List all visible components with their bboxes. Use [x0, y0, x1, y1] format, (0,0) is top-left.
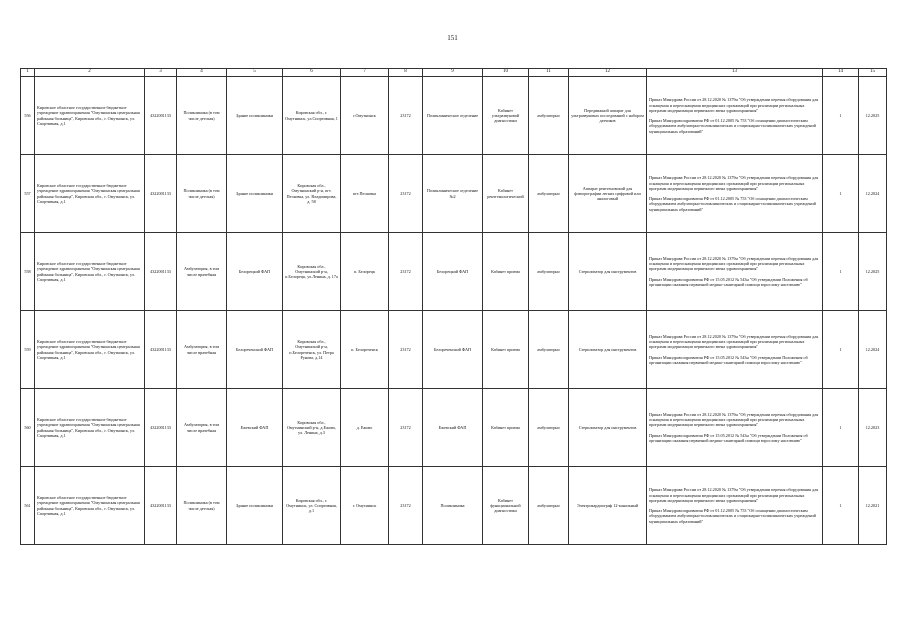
- cabinet-cell: Кабинет приема: [483, 389, 529, 467]
- building-cell: Белорецкий ФАП: [227, 233, 283, 311]
- date-cell: 12.2023: [859, 389, 887, 467]
- order-reference: Приказ Минздравсоцразвития РФ от 01.12.2005 № 753 "Об оснащении диагностическим оборудованием амбулаторно-поликлинических и стационарно-поликлинических учреждений муниципальных образований": [649, 196, 816, 212]
- order-reference: Приказ Минздравсоцразвития РФ от 01.12.2005 № 753 "Об оснащении диагностическим оборудованием амбулаторно-поликлинических и стационарно-поликлинических учреждений муниципальных образований": [649, 508, 816, 524]
- quantity-cell: 1: [823, 467, 859, 545]
- organization-cell: Кировское областное государственное бюджетное учреждение здравоохранения "Омутнинская центральная районная больница", Кировская обл., г. Омутнинск, ул. Спортивная, д.1: [35, 77, 145, 155]
- row-number: 561: [21, 467, 35, 545]
- orders-cell: [647, 233, 823, 311]
- code-cell: 23172: [389, 77, 423, 155]
- column-header: 12: [569, 69, 647, 77]
- inn-cell: 4322001133: [145, 389, 177, 467]
- code-cell: 23172: [389, 311, 423, 389]
- date-cell: 12.2025: [859, 77, 887, 155]
- unit-type-cell: Поликлиника (в том числе детская): [177, 155, 227, 233]
- cabinet-cell: Кабинет ультразвуковой диагностики: [483, 77, 529, 155]
- inn-cell: 4322001133: [145, 467, 177, 545]
- cabinet-cell: Кабинет функциональной диагностики: [483, 467, 529, 545]
- equipment-cell: Передвижной аппарат для ультразвуковых исследований с набором датчиков: [569, 77, 647, 155]
- equipment-cell: Аппарат рентгеновский для флюорографии легких цифровой или аналоговый: [569, 155, 647, 233]
- column-header: 14: [823, 69, 859, 77]
- care-type-cell: амбулаторно: [529, 389, 569, 467]
- building-cell: Здание поликлиники: [227, 77, 283, 155]
- address-cell: Кировская обл., Омутнинский р-н, п.Белореченск, ул. Петра Рунова, д.14: [283, 311, 341, 389]
- unit-type-cell: Амбулатория, в том числе врачебная: [177, 233, 227, 311]
- date-cell: 12.2024: [859, 155, 887, 233]
- settlement-cell: п. Белорецк: [341, 233, 389, 311]
- column-header: 4: [177, 69, 227, 77]
- column-header: 10: [483, 69, 529, 77]
- building-cell: Здание поликлиники: [227, 467, 283, 545]
- order-reference: Приказ Минздрава России от 28.12.2020 № 1379н "Об утверждении перечня оборудования для оснащения и переоснащения медицинских организаций при реализации региональных программ модернизации первичного звена здравоохранения": [649, 487, 819, 503]
- table-row: [21, 311, 887, 389]
- table-row: [21, 233, 887, 311]
- row-number: 559: [21, 311, 35, 389]
- address-cell: Кировская обл., г. Омутнинск, ул.Спортивная, 1: [283, 77, 341, 155]
- organization-cell: Кировское областное государственное бюджетное учреждение здравоохранения "Омутнинская центральная районная больница", Кировская обл., г. Омутнинск, ул. Спортивная, д.1: [35, 155, 145, 233]
- care-type-cell: амбулаторно: [529, 467, 569, 545]
- cabinet-cell: Кабинет рентгенологический: [483, 155, 529, 233]
- settlement-cell: д. Ежово: [341, 389, 389, 467]
- inn-cell: 4322001133: [145, 77, 177, 155]
- order-reference: Приказ Минздравсоцразвития РФ от 15.05.2012 № 543н "Об утверждении Положения об организации оказания первичной медико-санитарной помощи взрослому населению": [649, 276, 808, 287]
- department-cell: Поликлиническое отделение: [423, 77, 483, 155]
- code-cell: 23172: [389, 389, 423, 467]
- column-header: 11: [529, 69, 569, 77]
- column-header: 7: [341, 69, 389, 77]
- building-cell: Ежевский ФАП: [227, 389, 283, 467]
- equipment-cell: Стерилизатор для инструментов: [569, 233, 647, 311]
- department-cell: Белореченский ФАП: [423, 311, 483, 389]
- inn-cell: 4322001133: [145, 155, 177, 233]
- table-row: [21, 389, 887, 467]
- table-row: [21, 155, 887, 233]
- quantity-cell: 1: [823, 389, 859, 467]
- order-reference: Приказ Минздравсоцразвития РФ от 15.05.2012 № 543н "Об утверждении Положения об организации оказания первичной медико-санитарной помощи взрослому населению": [649, 354, 808, 365]
- column-header: 1: [21, 69, 35, 77]
- order-reference: Приказ Минздрава России от 28.12.2020 № 1379н "Об утверждении перечня оборудования для оснащения и переоснащения медицинских организаций при реализации региональных программ модернизации первичного звена здравоохранения": [649, 175, 819, 191]
- order-reference: Приказ Минздрава России от 28.12.2020 № 1379н "Об утверждении перечня оборудования для оснащения и переоснащения медицинских организаций при реализации региональных программ модернизации первичного звена здравоохранения": [649, 333, 819, 350]
- care-type-cell: амбулаторно: [529, 311, 569, 389]
- unit-type-cell: Амбулатория, в том числе врачебная: [177, 311, 227, 389]
- column-header: 8: [389, 69, 423, 77]
- care-type-cell: амбулаторно: [529, 77, 569, 155]
- cabinet-cell: Кабинет приема: [483, 311, 529, 389]
- quantity-cell: 1: [823, 155, 859, 233]
- equipment-cell: Стерилизатор для инструментов: [569, 389, 647, 467]
- organization-cell: Кировское областное государственное бюджетное учреждение здравоохранения "Омутнинская центральная районная больница", Кировская обл., г. Омутнинск, ул. Спортивная, д.1: [35, 467, 145, 545]
- department-cell: Поликлиника: [423, 467, 483, 545]
- column-header: 3: [145, 69, 177, 77]
- equipment-cell: Стерилизатор для инструментов: [569, 311, 647, 389]
- address-cell: Кировская обл., Омутнинский р-н, пгт. Песковка, ул. Владимирова, д. 58: [283, 155, 341, 233]
- page-number: 151: [447, 34, 458, 42]
- date-cell: 12.2024: [859, 311, 887, 389]
- unit-type-cell: Поликлиника (в том числе детская): [177, 467, 227, 545]
- unit-type-cell: Амбулатория, в том числе врачебная: [177, 389, 227, 467]
- unit-type-cell: Поликлиника (в том числе детская): [177, 77, 227, 155]
- row-number: 560: [21, 389, 35, 467]
- date-cell: 12.2025: [859, 233, 887, 311]
- orders-cell: [647, 311, 823, 389]
- row-number: 558: [21, 233, 35, 311]
- organization-cell: Кировское областное государственное бюджетное учреждение здравоохранения "Омутнинская центральная районная больница", Кировская обл., г. Омутнинск, ул. Спортивная, д.1: [35, 311, 145, 389]
- column-header: 6: [283, 69, 341, 77]
- quantity-cell: 1: [823, 233, 859, 311]
- inn-cell: 4322001133: [145, 311, 177, 389]
- order-reference: Приказ Минздрава России от 28.12.2020 № 1379н "Об утверждении перечня оборудования для оснащения и переоснащения медицинских организаций при реализации региональных программ модернизации первичного звена здравоохранения": [649, 255, 819, 272]
- order-reference: Приказ Минздравсоцразвития РФ от 01.12.2005 № 753 "Об оснащении диагностическим оборудованием амбулаторно-поликлинических и стационарно-поликлинических учреждений муниципальных образований": [649, 118, 816, 134]
- department-cell: Белорецкий ФАП: [423, 233, 483, 311]
- row-number: 556: [21, 77, 35, 155]
- header-row: [21, 69, 887, 77]
- code-cell: 23172: [389, 233, 423, 311]
- building-cell: Белореченский ФАП: [227, 311, 283, 389]
- organization-cell: Кировское областное государственное бюджетное учреждение здравоохранения "Омутнинская центральная районная больница", Кировская обл., г. Омутнинск, ул. Спортивная, д.1: [35, 389, 145, 467]
- column-header: 15: [859, 69, 887, 77]
- orders-cell: [647, 155, 823, 233]
- equipment-register-table: [20, 68, 887, 545]
- settlement-cell: п. Белореченск: [341, 311, 389, 389]
- settlement-cell: г. Омутнинск: [341, 467, 389, 545]
- code-cell: 23172: [389, 155, 423, 233]
- quantity-cell: 1: [823, 311, 859, 389]
- order-reference: Приказ Минздрава России от 28.12.2020 № 1379н "Об утверждении перечня оборудования для оснащения и переоснащения медицинских организаций при реализации региональных программ модернизации первичного звена здравоохранения": [649, 411, 819, 428]
- orders-cell: [647, 77, 823, 155]
- inn-cell: 4322001133: [145, 233, 177, 311]
- orders-cell: [647, 467, 823, 545]
- column-header: 9: [423, 69, 483, 77]
- date-cell: 12.2021: [859, 467, 887, 545]
- column-header: 13: [647, 69, 823, 77]
- equipment-cell: Электрокардиограф 12-канальный: [569, 467, 647, 545]
- address-cell: Кировская обл., Омутнинский р-н, п.Белорецк, ул.Ленина, д. 17а: [283, 233, 341, 311]
- care-type-cell: амбулаторно: [529, 233, 569, 311]
- department-cell: Ежевский ФАП: [423, 389, 483, 467]
- address-cell: Кировская обл., Омутнинский р-н, д.Ежово, ул. Ленина, д.3: [283, 389, 341, 467]
- row-number: 557: [21, 155, 35, 233]
- settlement-cell: г.Омутнинск: [341, 77, 389, 155]
- building-cell: Здание поликлиники: [227, 155, 283, 233]
- column-header: 5: [227, 69, 283, 77]
- quantity-cell: 1: [823, 77, 859, 155]
- table-row: [21, 77, 887, 155]
- orders-cell: [647, 389, 823, 467]
- care-type-cell: амбулаторно: [529, 155, 569, 233]
- cabinet-cell: Кабинет приема: [483, 233, 529, 311]
- order-reference: Приказ Минздрава России от 28.12.2020 № 1379н "Об утверждении перечня оборудования для оснащения и переоснащения медицинских организаций при реализации региональных программ модернизации первичного звена здравоохранения": [649, 97, 819, 113]
- code-cell: 23172: [389, 467, 423, 545]
- table-row: [21, 467, 887, 545]
- organization-cell: Кировское областное государственное бюджетное учреждение здравоохранения "Омутнинская центральная районная больница", Кировская обл., г. Омутнинск, ул. Спортивная, д.1: [35, 233, 145, 311]
- department-cell: Поликлиническое отделение №2: [423, 155, 483, 233]
- column-header: 2: [35, 69, 145, 77]
- address-cell: Кировская обл., г. Омутнинск, ул. Спортивная, д.1: [283, 467, 341, 545]
- settlement-cell: пгт.Песковка: [341, 155, 389, 233]
- order-reference: Приказ Минздравсоцразвития РФ от 15.05.2012 № 543н "Об утверждении Положения об организации оказания первичной медико-санитарной помощи взрослому населению": [649, 432, 808, 443]
